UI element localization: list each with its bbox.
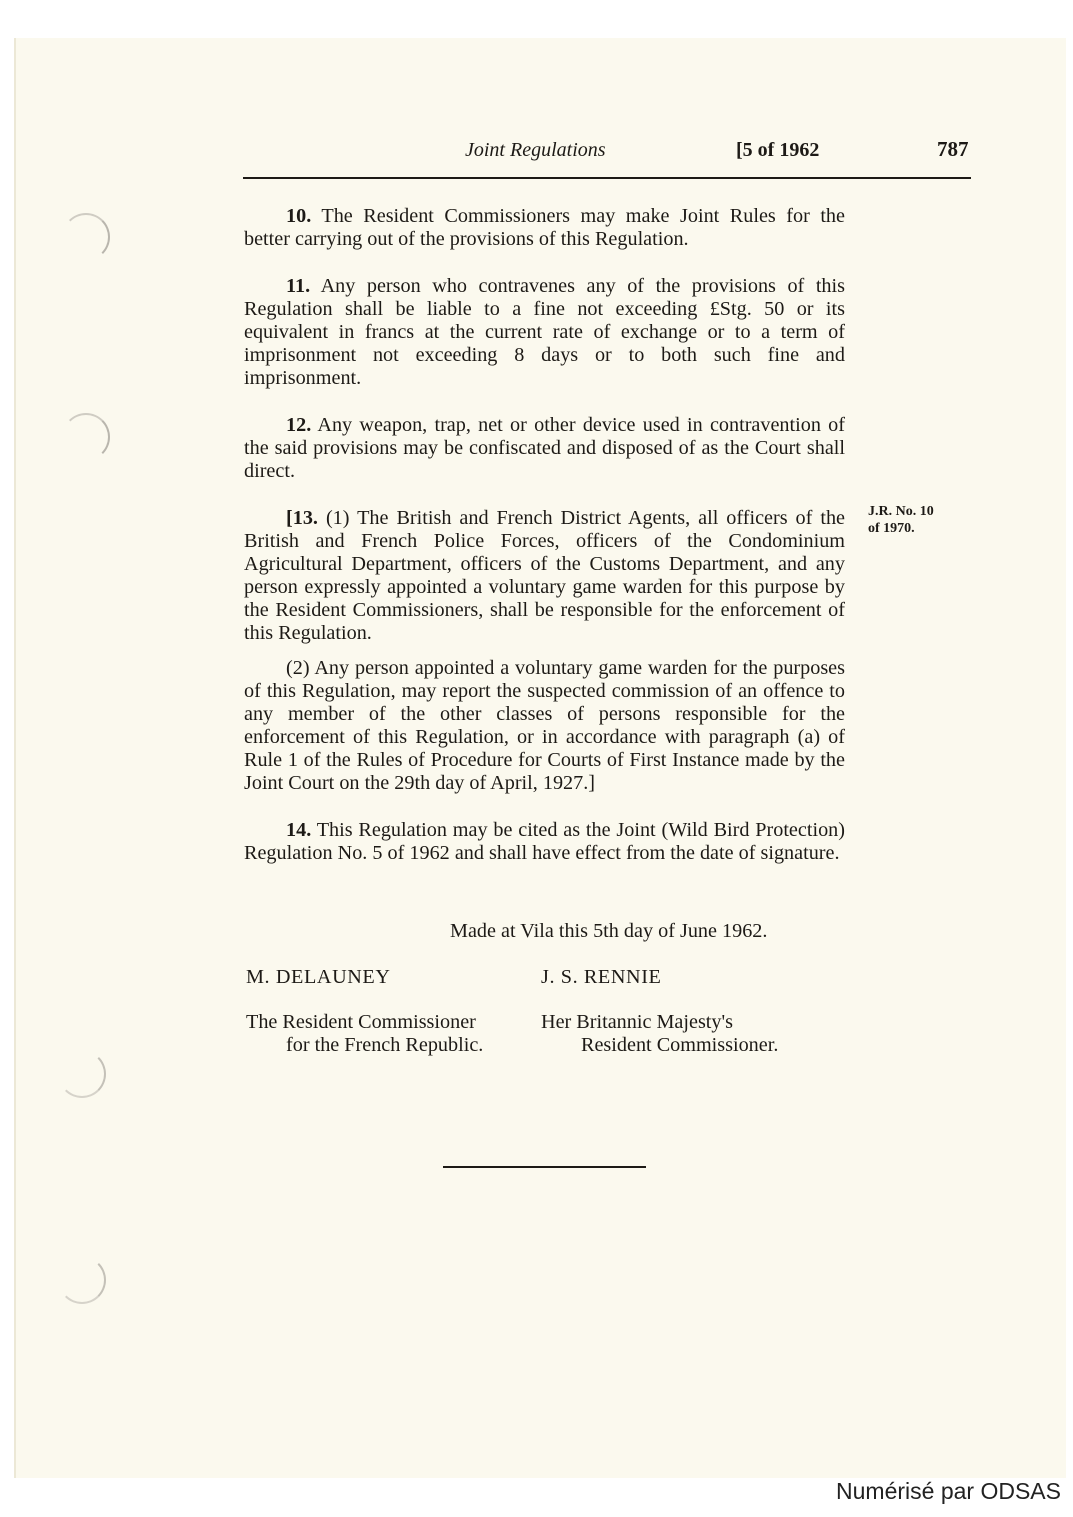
margin-note-line: of 1970. [868,521,915,536]
signatory-role: for the French Republic. [286,1034,484,1056]
signatory-name: M. DELAUNEY [246,966,391,988]
section-12 [244,414,845,483]
signatory-left [246,966,483,1057]
punch-hole-4 [58,1256,106,1304]
punch-hole-2 [62,413,110,461]
section-13-2 [244,657,845,795]
section-text: (2) Any person appointed a voluntary game warden for the purposes of this Regulation, may report the suspected commission of an offence to any member of the other classes of persons responsible for the enforcement of this Regulation, or in accordance with paragraph (a) of Rule 1 of the Rules of Procedure for Courts of First Instance made by the Joint Court on the 29th day of April, 1927.] [244,657,845,794]
section-14 [244,819,845,865]
section-number: 11. [286,275,311,297]
section-text: The Resident Commissioners may make Joint Rules for the better carrying out of the provisions of this Regulation. [244,205,845,250]
section-number: 10. [286,205,312,227]
punch-hole-3 [58,1050,106,1098]
margin-note [868,503,968,537]
section-10 [244,205,845,251]
digitization-credit: Numérisé par ODSAS [836,1478,1061,1504]
margin-note-line: J.R. No. 10 [868,504,934,519]
signatory-role: Resident Commissioner. [581,1034,779,1056]
section-number: [13. [286,507,318,529]
header-rule [243,177,971,179]
end-rule [443,1166,646,1168]
signatory-name: J. S. RENNIE [541,966,662,988]
section-text: (1) The British and French District Agents, all officers of the British and French Police Forces, officers of the Condominium Agricultural Department, officers of the Customs Department, and any person expressly appointed a voluntary game warden for this purpose by the Resident Commissioners, shall be responsible for the enforcement of this Regulation. [244,507,846,644]
punch-hole-1 [62,213,110,261]
section-13-1 [244,507,845,645]
section-11 [244,275,845,390]
signatory-role: The Resident Commissioner [246,1011,476,1033]
header-title: Joint Regulations [465,139,606,161]
section-text: Any weapon, trap, net or other device used in contravention of the said provisions may be confiscated and disposed of as the Court shall direct. [244,414,845,482]
section-number: 14. [286,819,312,841]
page-number: 787 [937,137,969,161]
section-text: This Regulation may be cited as the Joint (Wild Bird Protection) Regulation No. 5 of 1962 and shall have effect from the date of signature. [244,819,845,864]
signatory-right [541,966,778,1057]
header-act-reference: [5 of 1962 [736,139,820,161]
signatory-role: Her Britannic Majesty's [541,1011,734,1033]
made-at-line: Made at Vila this 5th day of June 1962. [450,920,768,942]
section-number: 12. [286,414,312,436]
section-text: Any person who contravenes any of the provisions of this Regulation shall be liable to a fine not exceeding £Stg. 50 or its equivalent in francs at the current rate of exchange or to a term of imprisonment not exceeding 8 days or to both such fine and imprisonment. [244,275,845,389]
running-header [243,137,971,165]
regulation-body [244,205,845,865]
